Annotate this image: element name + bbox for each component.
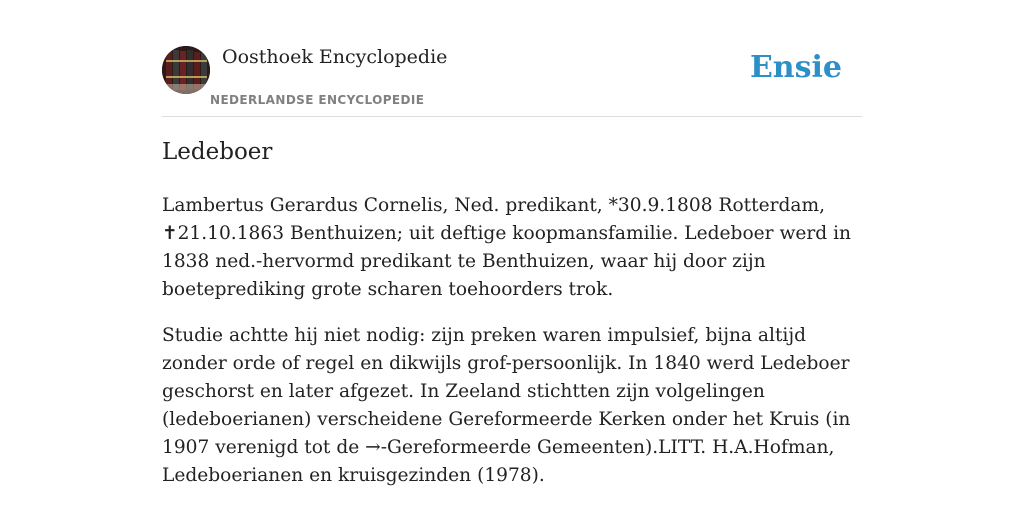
- site-title[interactable]: Oosthoek Encyclopedie: [222, 46, 448, 68]
- article-body: [162, 192, 868, 508]
- book-spines-icon: [162, 46, 210, 94]
- article-paragraph: Lambertus Gerardus Cornelis, Ned. predikant, *30.9.1808 Rotterdam, ✝21.10.1863 Benthuizen; uit deftige koopmansfamilie. Ledeboer werd in 1838 ned.-hervormd predikant te Benthuizen, waar hij door zijn boeteprediking grote scharen toehoorders trok.: [162, 195, 851, 300]
- article-title: Ledeboer: [162, 139, 273, 165]
- site-header: [162, 46, 862, 117]
- site-subtitle: NEDERLANDSE ENCYCLOPEDIE: [210, 93, 425, 107]
- article-paragraph: Studie achtte hij niet nodig: zijn preken waren impulsief, bijna altijd zonder orde of regel en dikwijls grof-persoonlijk. In 1840 werd Ledeboer geschorst en later afgezet. In Zeeland stichtten zijn volgelingen (ledeboerianen) verscheidene Gereformeerde Kerken onder het Kruis (in 1907 verenigd tot de →-Gereformeerde Gemeenten).LITT. H.A.Hofman, Ledeboerianen en kruisgezinden (1978).: [162, 325, 851, 486]
- encyclopedia-books-avatar[interactable]: [162, 46, 210, 94]
- ensie-logo-link[interactable]: Ensie: [749, 50, 842, 85]
